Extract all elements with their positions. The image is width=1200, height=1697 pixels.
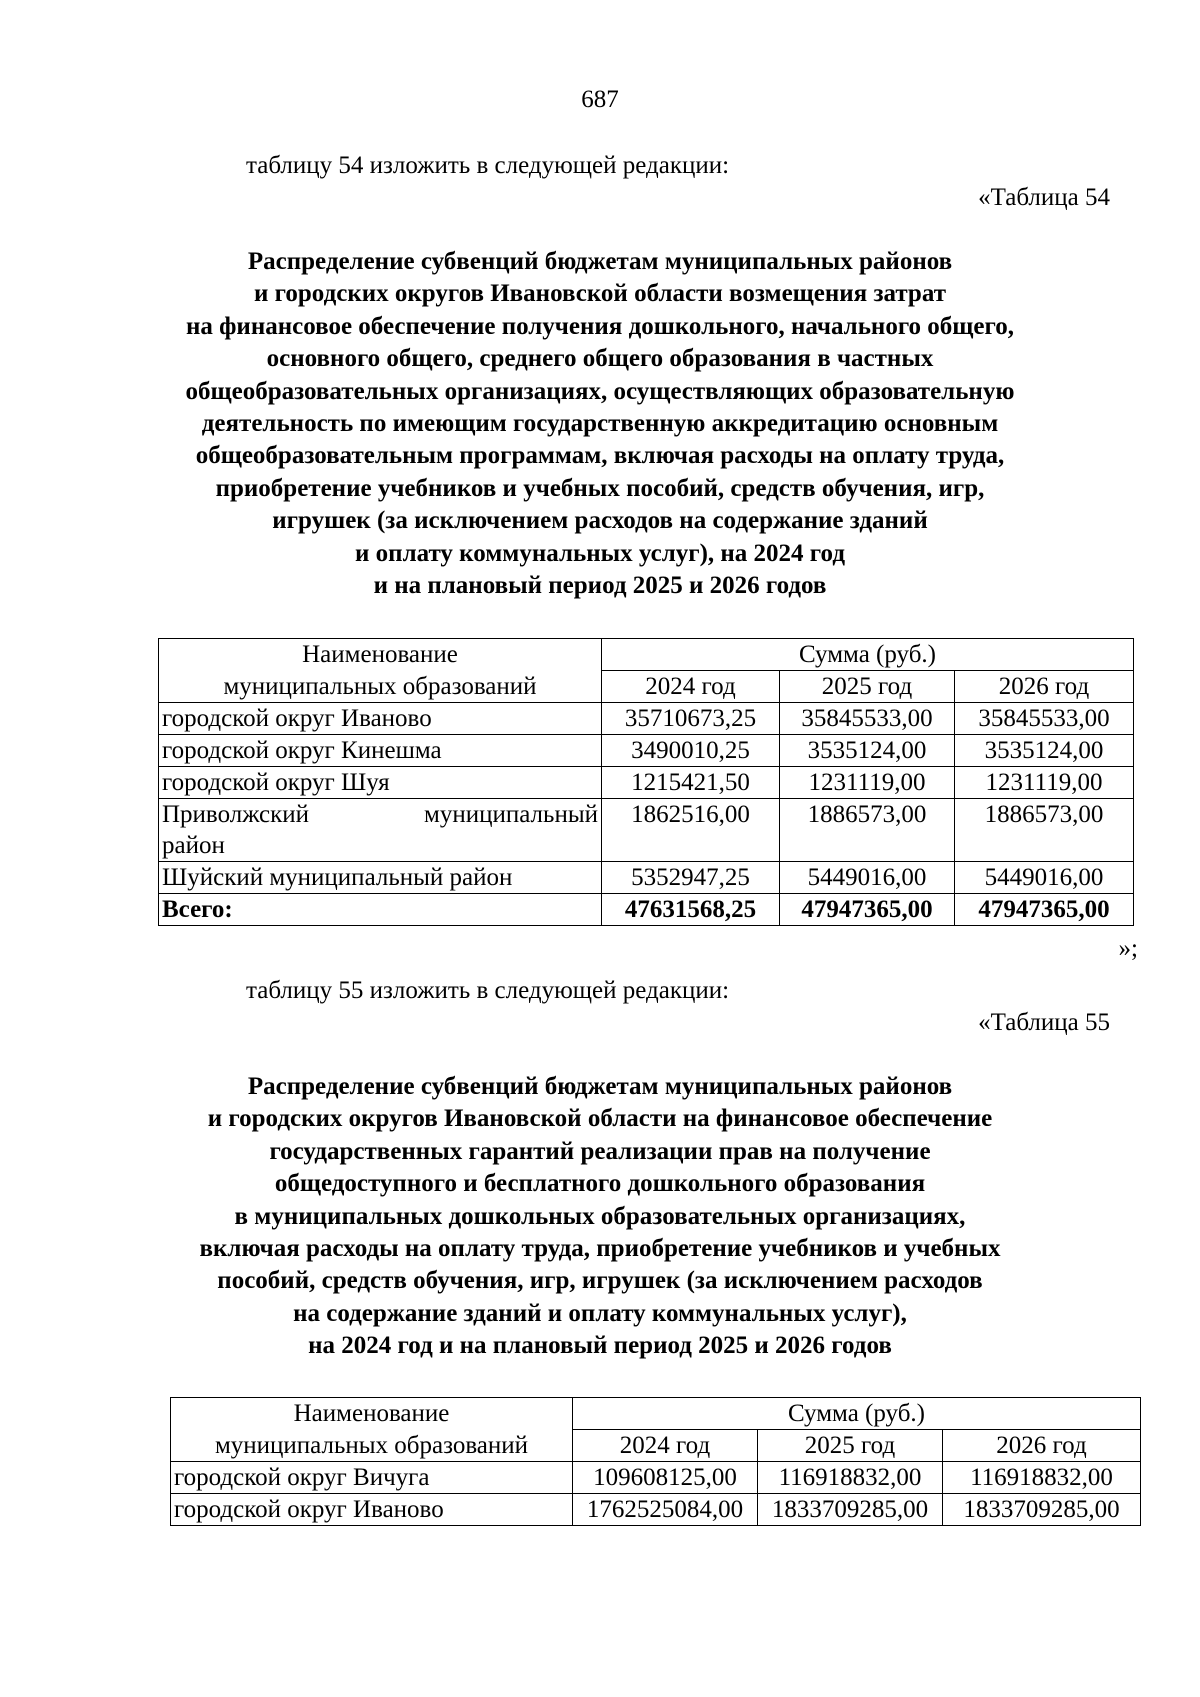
row-name: Шуйский муниципальный район	[159, 862, 602, 894]
row-name: городской округ Кинешма	[159, 735, 602, 767]
row-value: 1833709285,00	[758, 1494, 943, 1526]
row-value: 1833709285,00	[943, 1494, 1141, 1526]
row-value: 1215421,50	[602, 767, 780, 799]
row-value: 5449016,00	[955, 862, 1134, 894]
row-value: 5352947,25	[602, 862, 780, 894]
row-value: 1862516,00	[602, 799, 780, 862]
table-55-label: «Таблица 55	[978, 1009, 1110, 1036]
intro-table-54: таблицу 54 изложить в следующей редакции:	[246, 152, 730, 179]
header-name: муниципальных образований	[171, 1430, 573, 1462]
page-number: 687	[581, 86, 619, 113]
row-name-part: муниципальный	[424, 801, 598, 828]
table-row	[159, 799, 1134, 862]
heading-line: приобретение учебников и учебных пособий, средств обучения, игр,	[215, 474, 985, 502]
total-label: Всего:	[159, 894, 602, 926]
total-value: 47947365,00	[780, 894, 955, 926]
row-value: 1762525084,00	[573, 1494, 758, 1526]
table-row	[159, 703, 1134, 735]
table-row	[159, 735, 1134, 767]
heading-line: на содержание зданий и оплату коммунальных услуг),	[293, 1299, 907, 1327]
row-value: 35845533,00	[780, 703, 955, 735]
header-year: 2024 год	[573, 1430, 758, 1462]
header-sum: Сумма (руб.)	[602, 639, 1134, 671]
row-value: 116918832,00	[758, 1462, 943, 1494]
header-year: 2025 год	[758, 1430, 943, 1462]
heading-line: и на плановый период 2025 и 2026 годов	[373, 572, 827, 600]
row-value: 35845533,00	[955, 703, 1134, 735]
row-name: городской округ Иваново	[159, 703, 602, 735]
row-value: 35710673,25	[602, 703, 780, 735]
heading-line: и оплату коммунальных услуг), на 2024 год	[355, 539, 845, 567]
table-row	[159, 767, 1134, 799]
row-name: городской округ Иваново	[171, 1494, 573, 1526]
row-name: городской округ Шуя	[159, 767, 602, 799]
table-54-heading	[100, 246, 1100, 602]
table-header-row	[159, 639, 1134, 671]
table-header-row	[159, 671, 1134, 703]
heading-line: Распределение субвенций бюджетам муниципальных районов	[247, 248, 953, 275]
heading-line: общеобразовательным программам, включая расходы на оплату труда,	[195, 442, 1005, 470]
heading-line: общедоступного и бесплатного дошкольного образования	[274, 1170, 926, 1198]
table-header-row	[171, 1430, 1141, 1462]
heading-line: и городских округов Ивановской области возмещения затрат	[254, 280, 946, 308]
heading-line: Распределение субвенций бюджетам муниципальных районов	[247, 1073, 953, 1100]
heading-line: и городских округов Ивановской области на финансовое обеспечение	[207, 1105, 993, 1133]
total-value: 47947365,00	[955, 894, 1134, 926]
total-value: 47631568,25	[602, 894, 780, 926]
row-value: 1886573,00	[780, 799, 955, 862]
heading-line: на финансовое обеспечение получения дошкольного, начального общего,	[185, 312, 1014, 340]
row-name	[159, 799, 602, 862]
row-name-part: район	[162, 832, 225, 859]
row-name-part: Приволжский	[162, 801, 310, 828]
heading-line: государственных гарантий реализации прав на получение	[269, 1137, 931, 1165]
header-name: Наименование	[159, 639, 602, 671]
header-year: 2026 год	[943, 1430, 1141, 1462]
heading-line: включая расходы на оплату труда, приобретение учебников и учебных	[199, 1235, 1001, 1263]
heading-line: игрушек (за исключением расходов на содержание зданий	[272, 507, 928, 535]
header-name: Наименование	[171, 1398, 573, 1430]
total-row	[159, 894, 1134, 926]
table-54-label: «Таблица 54	[978, 184, 1110, 211]
row-name: городской округ Вичуга	[171, 1462, 573, 1494]
closing-quote: »;	[1118, 935, 1138, 962]
table-row	[171, 1462, 1141, 1494]
heading-line: в муниципальных дошкольных образовательных организациях,	[234, 1202, 966, 1230]
header-year: 2025 год	[780, 671, 955, 703]
row-value: 3490010,25	[602, 735, 780, 767]
row-value: 1886573,00	[955, 799, 1134, 862]
heading-line: пособий, средств обучения, игр, игрушек (за исключением расходов	[217, 1267, 983, 1295]
row-value: 1231119,00	[780, 767, 955, 799]
row-value: 5449016,00	[780, 862, 955, 894]
heading-line: на 2024 год и на плановый период 2025 и 2026 годов	[308, 1332, 892, 1360]
heading-line: общеобразовательных организациях, осуществляющих образовательную	[185, 377, 1015, 405]
row-value: 1231119,00	[955, 767, 1134, 799]
row-value: 3535124,00	[955, 735, 1134, 767]
table-54	[158, 638, 1134, 926]
row-value: 116918832,00	[943, 1462, 1141, 1494]
row-value: 3535124,00	[780, 735, 955, 767]
intro-table-55: таблицу 55 изложить в следующей редакции:	[246, 977, 730, 1004]
header-name: муниципальных образований	[159, 671, 602, 703]
row-value: 109608125,00	[573, 1462, 758, 1494]
table-55-heading	[100, 1071, 1100, 1363]
header-sum: Сумма (руб.)	[573, 1398, 1141, 1430]
table-55	[170, 1397, 1141, 1526]
table-row	[171, 1494, 1141, 1526]
row-name-line	[162, 799, 598, 830]
table-row	[159, 862, 1134, 894]
table-header-row	[171, 1398, 1141, 1430]
header-year: 2024 год	[602, 671, 780, 703]
heading-line: основного общего, среднего общего образования в частных	[266, 345, 934, 373]
heading-line: деятельность по имеющим государственную аккредитацию основным	[201, 410, 999, 438]
header-year: 2026 год	[955, 671, 1134, 703]
